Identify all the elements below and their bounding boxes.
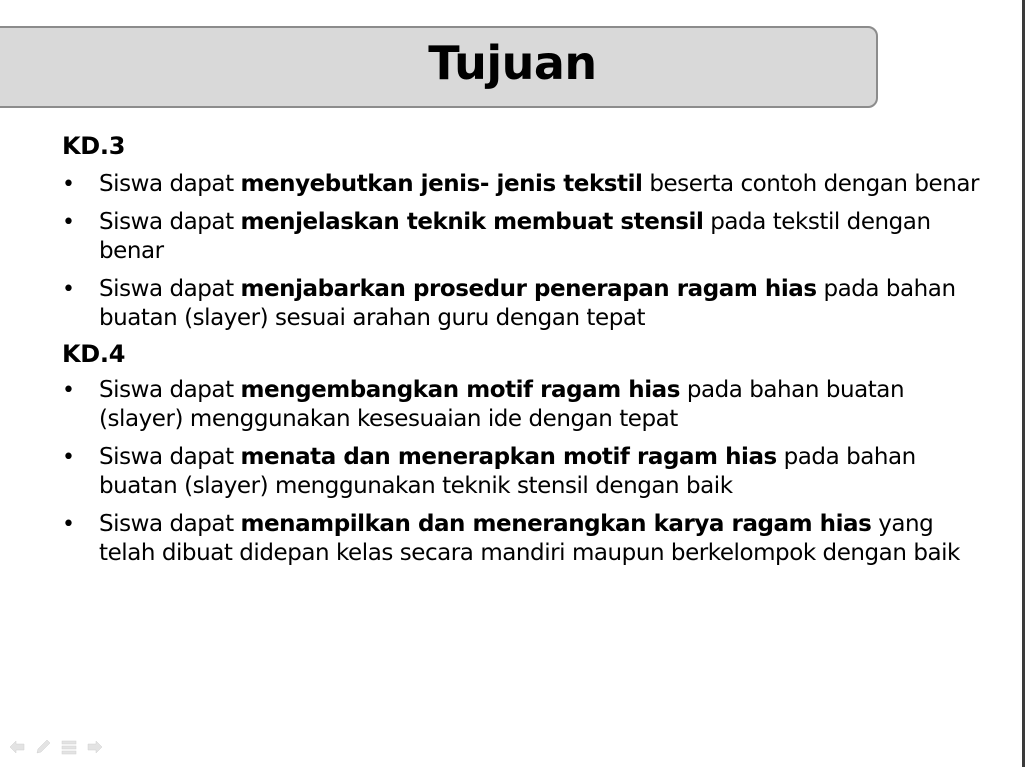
- item-bold-text: mengembangkan motif ragam hias: [240, 377, 680, 403]
- arrow-right-icon[interactable]: [86, 738, 104, 756]
- bullet-icon: •: [62, 512, 75, 537]
- item-suffix: pada bahan buatan (slayer) menggunakan teknik stensil dengan baik: [99, 444, 916, 499]
- item-suffix: pada bahan buatan (slayer) menggunakan kesesuaian ide dengan tepat: [99, 377, 905, 432]
- slideshow-nav-controls: [8, 738, 104, 756]
- objective-list-kd4: [62, 376, 982, 568]
- item-prefix: Siswa dapat: [99, 511, 241, 537]
- item-suffix: beserta contoh dengan benar: [642, 171, 979, 197]
- list-item: [62, 208, 982, 266]
- item-bold-text: menjabarkan prosedur penerapan ragam hias: [240, 276, 817, 302]
- list-item: [62, 275, 982, 333]
- item-prefix: Siswa dapat: [99, 276, 241, 302]
- slide-content: [62, 131, 982, 577]
- item-bold-text: menampilkan dan menerangkan karya ragam hias: [240, 511, 872, 537]
- bullet-icon: •: [62, 172, 75, 197]
- list-item: [62, 376, 982, 434]
- bullet-icon: •: [62, 210, 75, 235]
- item-suffix: pada tekstil dengan benar: [99, 209, 931, 264]
- item-bold-text: menata dan menerapkan motif ragam hias: [240, 444, 777, 470]
- item-bold-text: menyebutkan jenis- jenis tekstil: [240, 171, 643, 197]
- item-suffix: pada bahan buatan (slayer) sesuai arahan guru dengan tepat: [99, 276, 956, 331]
- bullet-icon: •: [62, 445, 75, 470]
- arrow-left-icon[interactable]: [8, 738, 26, 756]
- item-prefix: Siswa dapat: [99, 171, 241, 197]
- slide-title: Tujuan: [428, 36, 597, 90]
- item-bold-text: menjelaskan teknik membuat stensil: [240, 209, 704, 235]
- bullet-icon: •: [62, 378, 75, 403]
- list-item: [62, 510, 982, 568]
- bullet-icon: •: [62, 277, 75, 302]
- pen-icon[interactable]: [34, 738, 52, 756]
- objective-list-kd3: [62, 170, 982, 333]
- section-heading-kd3: KD.3: [62, 132, 126, 160]
- item-prefix: Siswa dapat: [99, 209, 241, 235]
- section-heading-kd4: KD.4: [62, 340, 126, 368]
- item-suffix: yang telah dibuat didepan kelas secara mandiri maupun berkelompok dengan baik: [99, 511, 960, 566]
- item-prefix: Siswa dapat: [99, 444, 241, 470]
- list-item: [62, 443, 982, 501]
- menu-icon[interactable]: [60, 738, 78, 756]
- list-item: [62, 170, 982, 199]
- item-prefix: Siswa dapat: [99, 377, 241, 403]
